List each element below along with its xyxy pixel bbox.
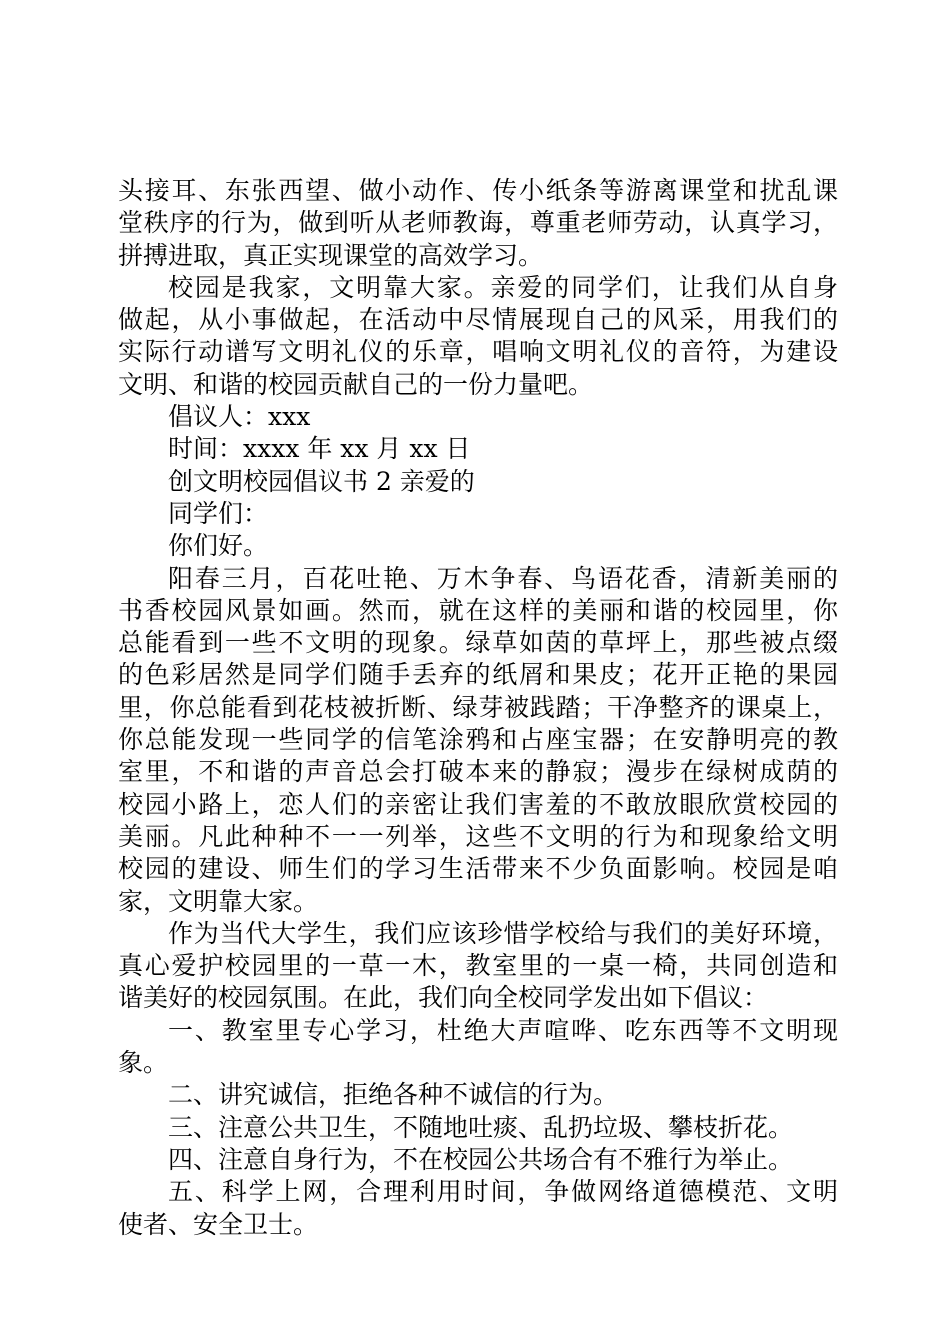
proposer-line: 倡议人：xxx	[168, 402, 311, 432]
text-line: 真心爱护校园里的一草一木，教室里的一桌一椅，共同创造和	[118, 951, 838, 981]
text-line: 使者、安全卫士。	[118, 1209, 319, 1239]
text-line: 谐美好的校园氛围。在此，我们向全校同学发出如下倡议：	[118, 983, 769, 1013]
text-line: 做起，从小事做起，在活动中尽情展现自己的风采，用我们的	[118, 305, 838, 335]
text-line: 里，你总能看到花枝被折断、绿芽被践踏；干净整齐的课桌上，	[118, 692, 838, 722]
text-line: 堂秩序的行为，做到听从老师教诲，尊重老师劳动，认真学习，	[118, 208, 838, 238]
text-line: 校园小路上，恋人们的亲密让我们害羞的不敢放眼欣赏校园的	[118, 789, 838, 819]
text-line: 美丽。凡此种种不一一列举，这些不文明的行为和现象给文明	[118, 821, 838, 851]
text-line: 家，文明靠大家。	[118, 886, 319, 916]
text-line: 文明、和谐的校园贡献自己的一份力量吧。	[118, 369, 594, 399]
date-line: 时间：xxxx 年 xx 月 xx 日	[168, 434, 471, 464]
text-line: 总能看到一些不文明的现象。绿草如茵的草坪上，那些被点缀	[118, 628, 838, 658]
text-line: 阳春三月，百花吐艳、万木争春、鸟语花香，清新美丽的	[168, 563, 838, 593]
text-line: 拼搏进取，真正实现课堂的高效学习。	[118, 240, 544, 270]
document-body	[118, 175, 838, 1241]
text-line: 校园是我家，文明靠大家。亲爱的同学们，让我们从自身	[168, 272, 838, 302]
text-line: 室里，不和谐的声音总会打破本来的静寂；漫步在绿树成荫的	[118, 757, 838, 787]
text-line: 你总能发现一些同学的信笔涂鸦和占座宝器；在安静明亮的教	[118, 725, 838, 755]
text-line: 作为当代大学生，我们应该珍惜学校给与我们的美好环境，	[168, 918, 838, 948]
greeting-line: 你们好。	[168, 531, 269, 561]
list-item: 一、教室里专心学习，杜绝大声喧哗、吃东西等不文明现	[168, 1015, 838, 1045]
list-item: 四、注意自身行为，不在校园公共场合有不雅行为举止。	[168, 1144, 794, 1174]
text-line: 头接耳、东张西望、做小动作、传小纸条等游离课堂和扰乱课	[118, 176, 838, 205]
text-line: 书香校园风景如画。然而，就在这样的美丽和谐的校园里，你	[118, 595, 838, 625]
list-item: 五、科学上网，合理利用时间，争做网络道德模范、文明	[168, 1177, 838, 1207]
list-item: 三、注意公共卫生，不随地吐痰、乱扔垃圾、攀枝折花。	[168, 1112, 794, 1142]
text-line: 的色彩居然是同学们随手丢弃的纸屑和果皮；花开正艳的果园	[118, 660, 838, 690]
salutation-line: 同学们：	[168, 498, 269, 528]
list-item: 二、讲究诚信，拒绝各种不诚信的行为。	[168, 1080, 619, 1110]
text-line: 校园的建设、师生们的学习生活带来不少负面影响。校园是咱	[118, 854, 838, 884]
heading-line: 创文明校园倡议书 2 亲爱的	[168, 466, 475, 496]
text-line: 象。	[118, 1048, 169, 1078]
text-line: 实际行动谱写文明礼仪的乐章，唱响文明礼仪的音符，为建设	[118, 337, 838, 367]
